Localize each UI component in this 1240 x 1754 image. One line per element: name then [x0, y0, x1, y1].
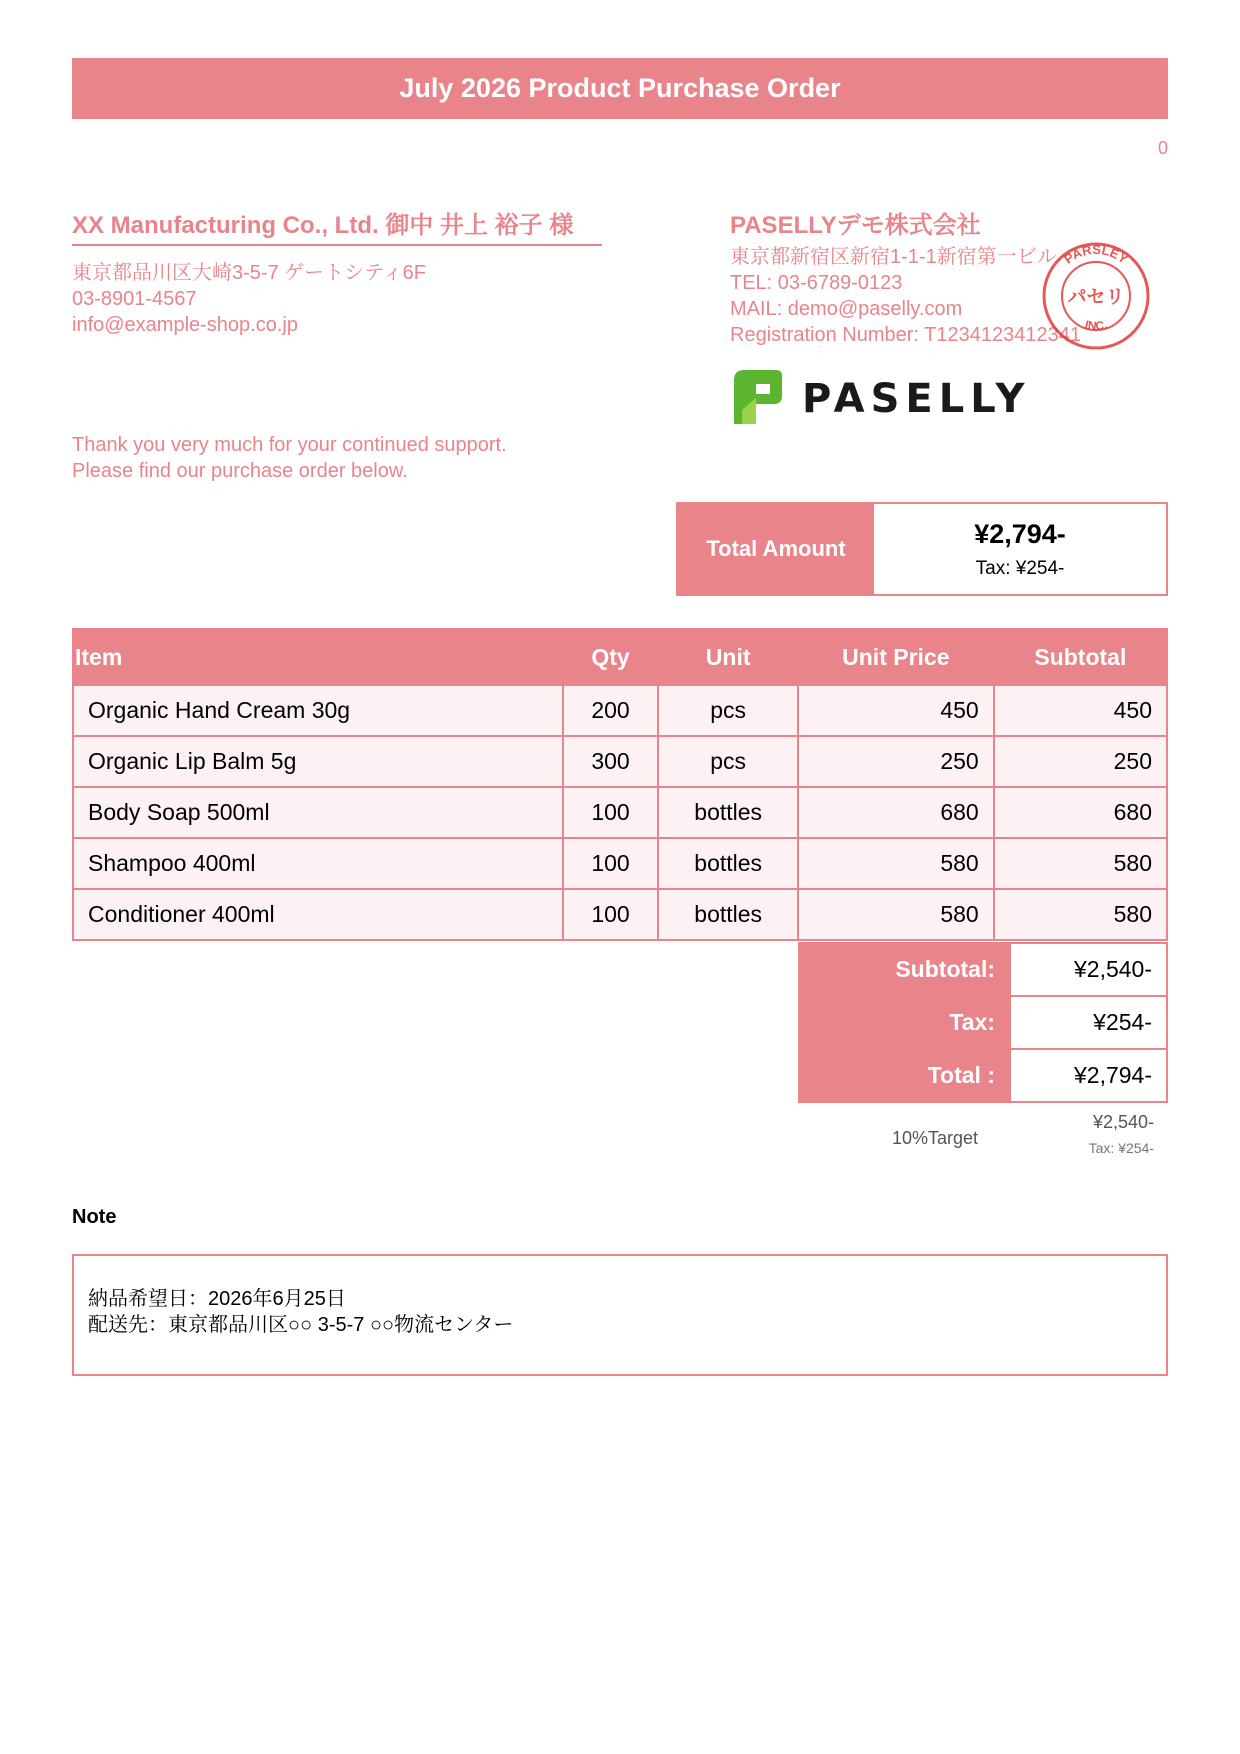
summary-total-label: Total : [799, 1049, 1010, 1102]
svg-text:PASELLY: PASELLY [802, 376, 1031, 422]
cell-subtotal: 580 [994, 889, 1167, 940]
note-label: Note [72, 1206, 117, 1228]
tax-target-amount: ¥2,540- [1092, 1112, 1154, 1132]
table-row [73, 838, 1167, 889]
note-box [72, 1254, 1168, 1376]
greeting-line-1: Thank you very much for your continued support. [72, 434, 507, 456]
cell-subtotal: 250 [994, 736, 1167, 787]
note-line-1: 納品希望日：2026年6月25日 [88, 1288, 346, 1310]
cell-item: Body Soap 500ml [73, 787, 563, 838]
header-unit-price: Unit Price [798, 629, 994, 685]
company-registration: Registration Number: T1234123412341 [730, 324, 1081, 346]
summary-subtotal-value: ¥2,540- [1010, 943, 1167, 996]
cell-qty: 100 [563, 787, 659, 838]
summary-table [798, 942, 1168, 1103]
table-row [73, 889, 1167, 940]
header-item: Item [73, 629, 563, 685]
total-amount-label: Total Amount [678, 504, 874, 594]
header-subtotal: Subtotal [994, 629, 1167, 685]
table-row [73, 736, 1167, 787]
document-title: July 2026 Product Purchase Order [72, 58, 1168, 119]
cell-qty: 100 [563, 838, 659, 889]
summary-subtotal-row [799, 943, 1167, 996]
cell-unit-price: 250 [798, 736, 994, 787]
cell-subtotal: 680 [994, 787, 1167, 838]
cell-unit-price: 580 [798, 838, 994, 889]
header-unit: Unit [658, 629, 798, 685]
client-block [72, 212, 602, 338]
greeting-text [72, 432, 507, 484]
svg-text:パセリ: パセリ [1067, 286, 1125, 308]
client-address: 東京都品川区大崎3-5-7 ゲートシティ6F [72, 262, 426, 284]
cell-unit-price: 450 [798, 685, 994, 736]
cell-subtotal: 450 [994, 685, 1167, 736]
client-name: XX Manufacturing Co., Ltd. 御中 井上 裕子 様 [72, 212, 602, 246]
cell-unit: bottles [658, 889, 798, 940]
greeting-line-2: Please find our purchase order below. [72, 460, 408, 482]
company-name: PASELLYデモ株式会社 [730, 212, 981, 239]
cell-unit: pcs [658, 685, 798, 736]
document-number: 0 [1157, 138, 1168, 158]
company-mail: MAIL: demo@paselly.com [730, 298, 963, 320]
summary-tax-label: Tax: [799, 996, 1010, 1049]
total-amount-value: ¥2,794- [974, 518, 1066, 549]
svg-text:INC.: INC. [1083, 317, 1109, 334]
tax-target-label: 10%Target [891, 1128, 978, 1148]
tax-target-breakdown [798, 1112, 1168, 1162]
company-seal-stamp [1040, 240, 1152, 352]
table-row [73, 787, 1167, 838]
cell-unit: bottles [658, 787, 798, 838]
summary-tax-value: ¥254- [1010, 996, 1167, 1049]
client-email: info@example-shop.co.jp [72, 314, 298, 336]
total-amount-box [676, 502, 1168, 596]
items-table [72, 628, 1168, 941]
paselly-logo [730, 366, 1060, 428]
cell-unit-price: 580 [798, 889, 994, 940]
summary-total-value: ¥2,794- [1010, 1049, 1167, 1102]
cell-unit: pcs [658, 736, 798, 787]
cell-qty: 300 [563, 736, 659, 787]
total-tax-value: Tax: ¥254- [975, 557, 1065, 579]
cell-item: Shampoo 400ml [73, 838, 563, 889]
cell-unit-price: 680 [798, 787, 994, 838]
cell-unit: bottles [658, 838, 798, 889]
cell-qty: 100 [563, 889, 659, 940]
cell-item: Conditioner 400ml [73, 889, 563, 940]
tax-target-tax: Tax: ¥254- [1088, 1140, 1154, 1156]
client-phone: 03-8901-4567 [72, 288, 197, 310]
cell-subtotal: 580 [994, 838, 1167, 889]
cell-item: Organic Lip Balm 5g [73, 736, 563, 787]
company-address: 東京都新宿区新宿1-1-1新宿第一ビル [730, 246, 1057, 268]
header-qty: Qty [563, 629, 659, 685]
summary-subtotal-label: Subtotal: [799, 943, 1010, 996]
company-tel: TEL: 03-6789-0123 [730, 272, 903, 294]
summary-tax-row [799, 996, 1167, 1049]
cell-item: Organic Hand Cream 30g [73, 685, 563, 736]
summary-total-row [799, 1049, 1167, 1102]
note-line-2: 配送先：東京都品川区○○ 3-5-7 ○○物流センター [88, 1314, 514, 1336]
items-header-row [73, 629, 1167, 685]
svg-text:PARSLEY: PARSLEY [1061, 241, 1131, 267]
cell-qty: 200 [563, 685, 659, 736]
table-row [73, 685, 1167, 736]
